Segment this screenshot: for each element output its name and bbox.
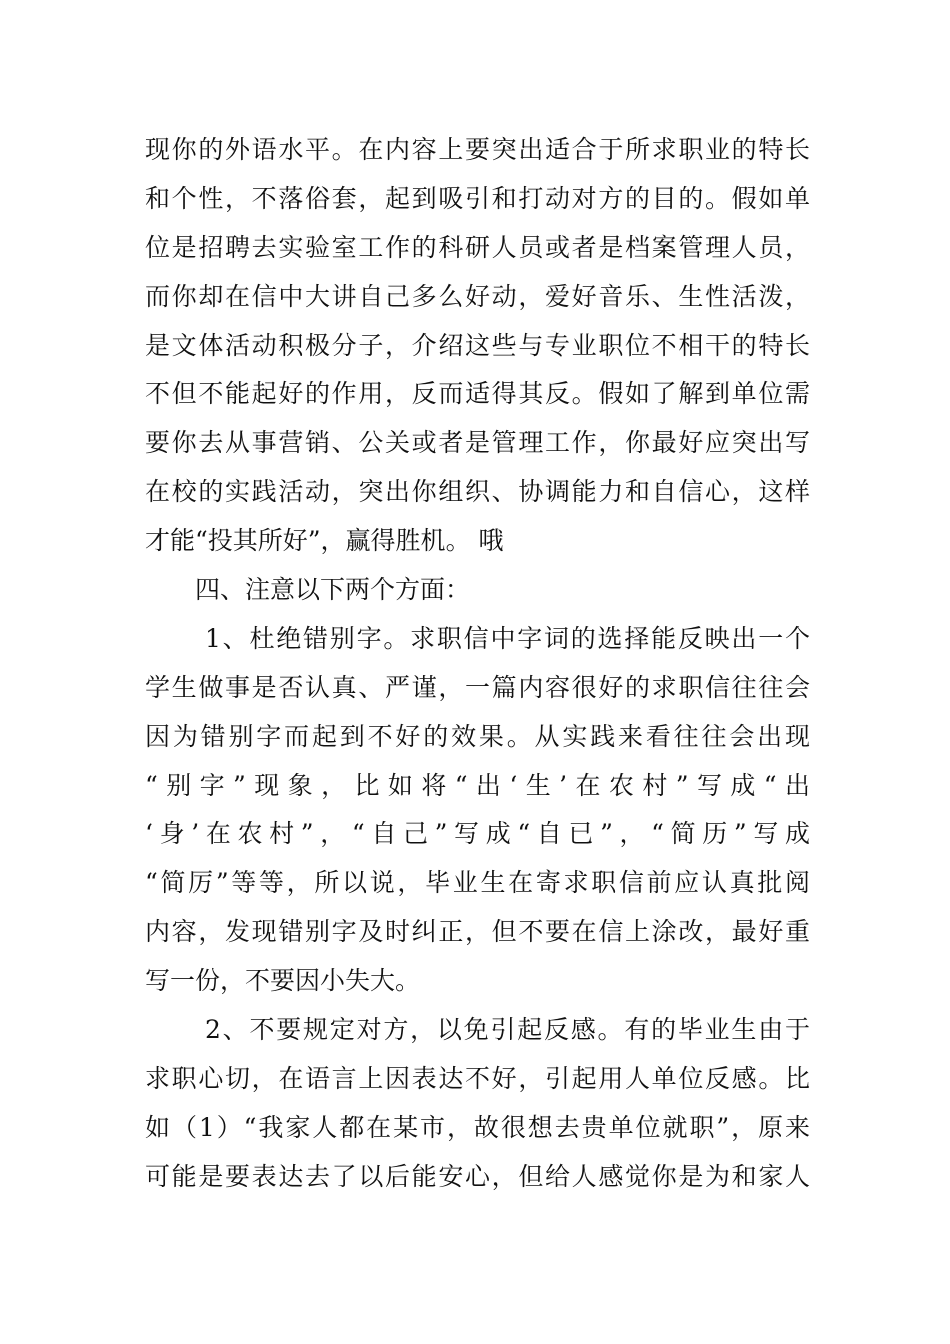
- list-item-heading: 1、杜绝错别字。求职信中字词的选择能反映出一个: [205, 623, 810, 653]
- text-line: 如（1）“我家人都在某市，故很想去贵单位就职”，原来: [145, 1112, 810, 1142]
- text-line: 因为错别字而起到不好的效果。从实践来看往往会出现: [145, 721, 810, 751]
- text-line: 才能“投其所好”，赢得胜机。 哦: [145, 526, 504, 556]
- text-line: 可能是要表达去了以后能安心，但给人感觉你是为和家人: [145, 1161, 810, 1191]
- text-line: 在校的实践活动，突出你组织、协调能力和自信心，这样: [145, 477, 810, 507]
- text-line: 而你却在信中大讲自己多么好动，爱好音乐、生性活泼，: [145, 281, 810, 311]
- body-text: [145, 126, 810, 1202]
- text-line: 现你的外语水平。在内容上要突出适合于所求职业的特长: [145, 135, 810, 164]
- text-line: 和个性，不落俗套，起到吸引和打动对方的目的。假如单: [145, 183, 810, 213]
- text-line: 学生做事是否认真、严谨，一篇内容很好的求职信往往会: [145, 672, 810, 702]
- list-item-heading: 2、不要规定对方，以免引起反感。有的毕业生由于: [205, 1015, 810, 1045]
- text-line: 内容，发现错别字及时纠正，但不要在信上涂改，最好重: [145, 917, 810, 947]
- text-line: 不但不能起好的作用，反而适得其反。假如了解到单位需: [145, 379, 810, 409]
- text-line: “别字”现象，比如将“出‘生’在农村”写成“出: [145, 770, 810, 800]
- text-line: 要你去从事营销、公关或者是管理工作，你最好应突出写: [145, 428, 810, 458]
- text-line: “简厉”等等，所以说，毕业生在寄求职信前应认真批阅: [145, 868, 810, 898]
- text-line: 写一份，不要因小失大。: [145, 966, 421, 996]
- text-line: 是文体活动积极分子，介绍这些与专业职位不相干的特长: [145, 330, 810, 360]
- text-line: 求职心切，在语言上因表达不好，引起用人单位反感。比: [145, 1063, 810, 1093]
- text-line: 位是招聘去实验室工作的科研人员或者是档案管理人员，: [145, 232, 810, 262]
- section-heading: 四、注意以下两个方面：: [195, 575, 471, 605]
- text-line: ‘身’在农村”，“自己”写成“自已”，“简历”写成: [145, 819, 810, 849]
